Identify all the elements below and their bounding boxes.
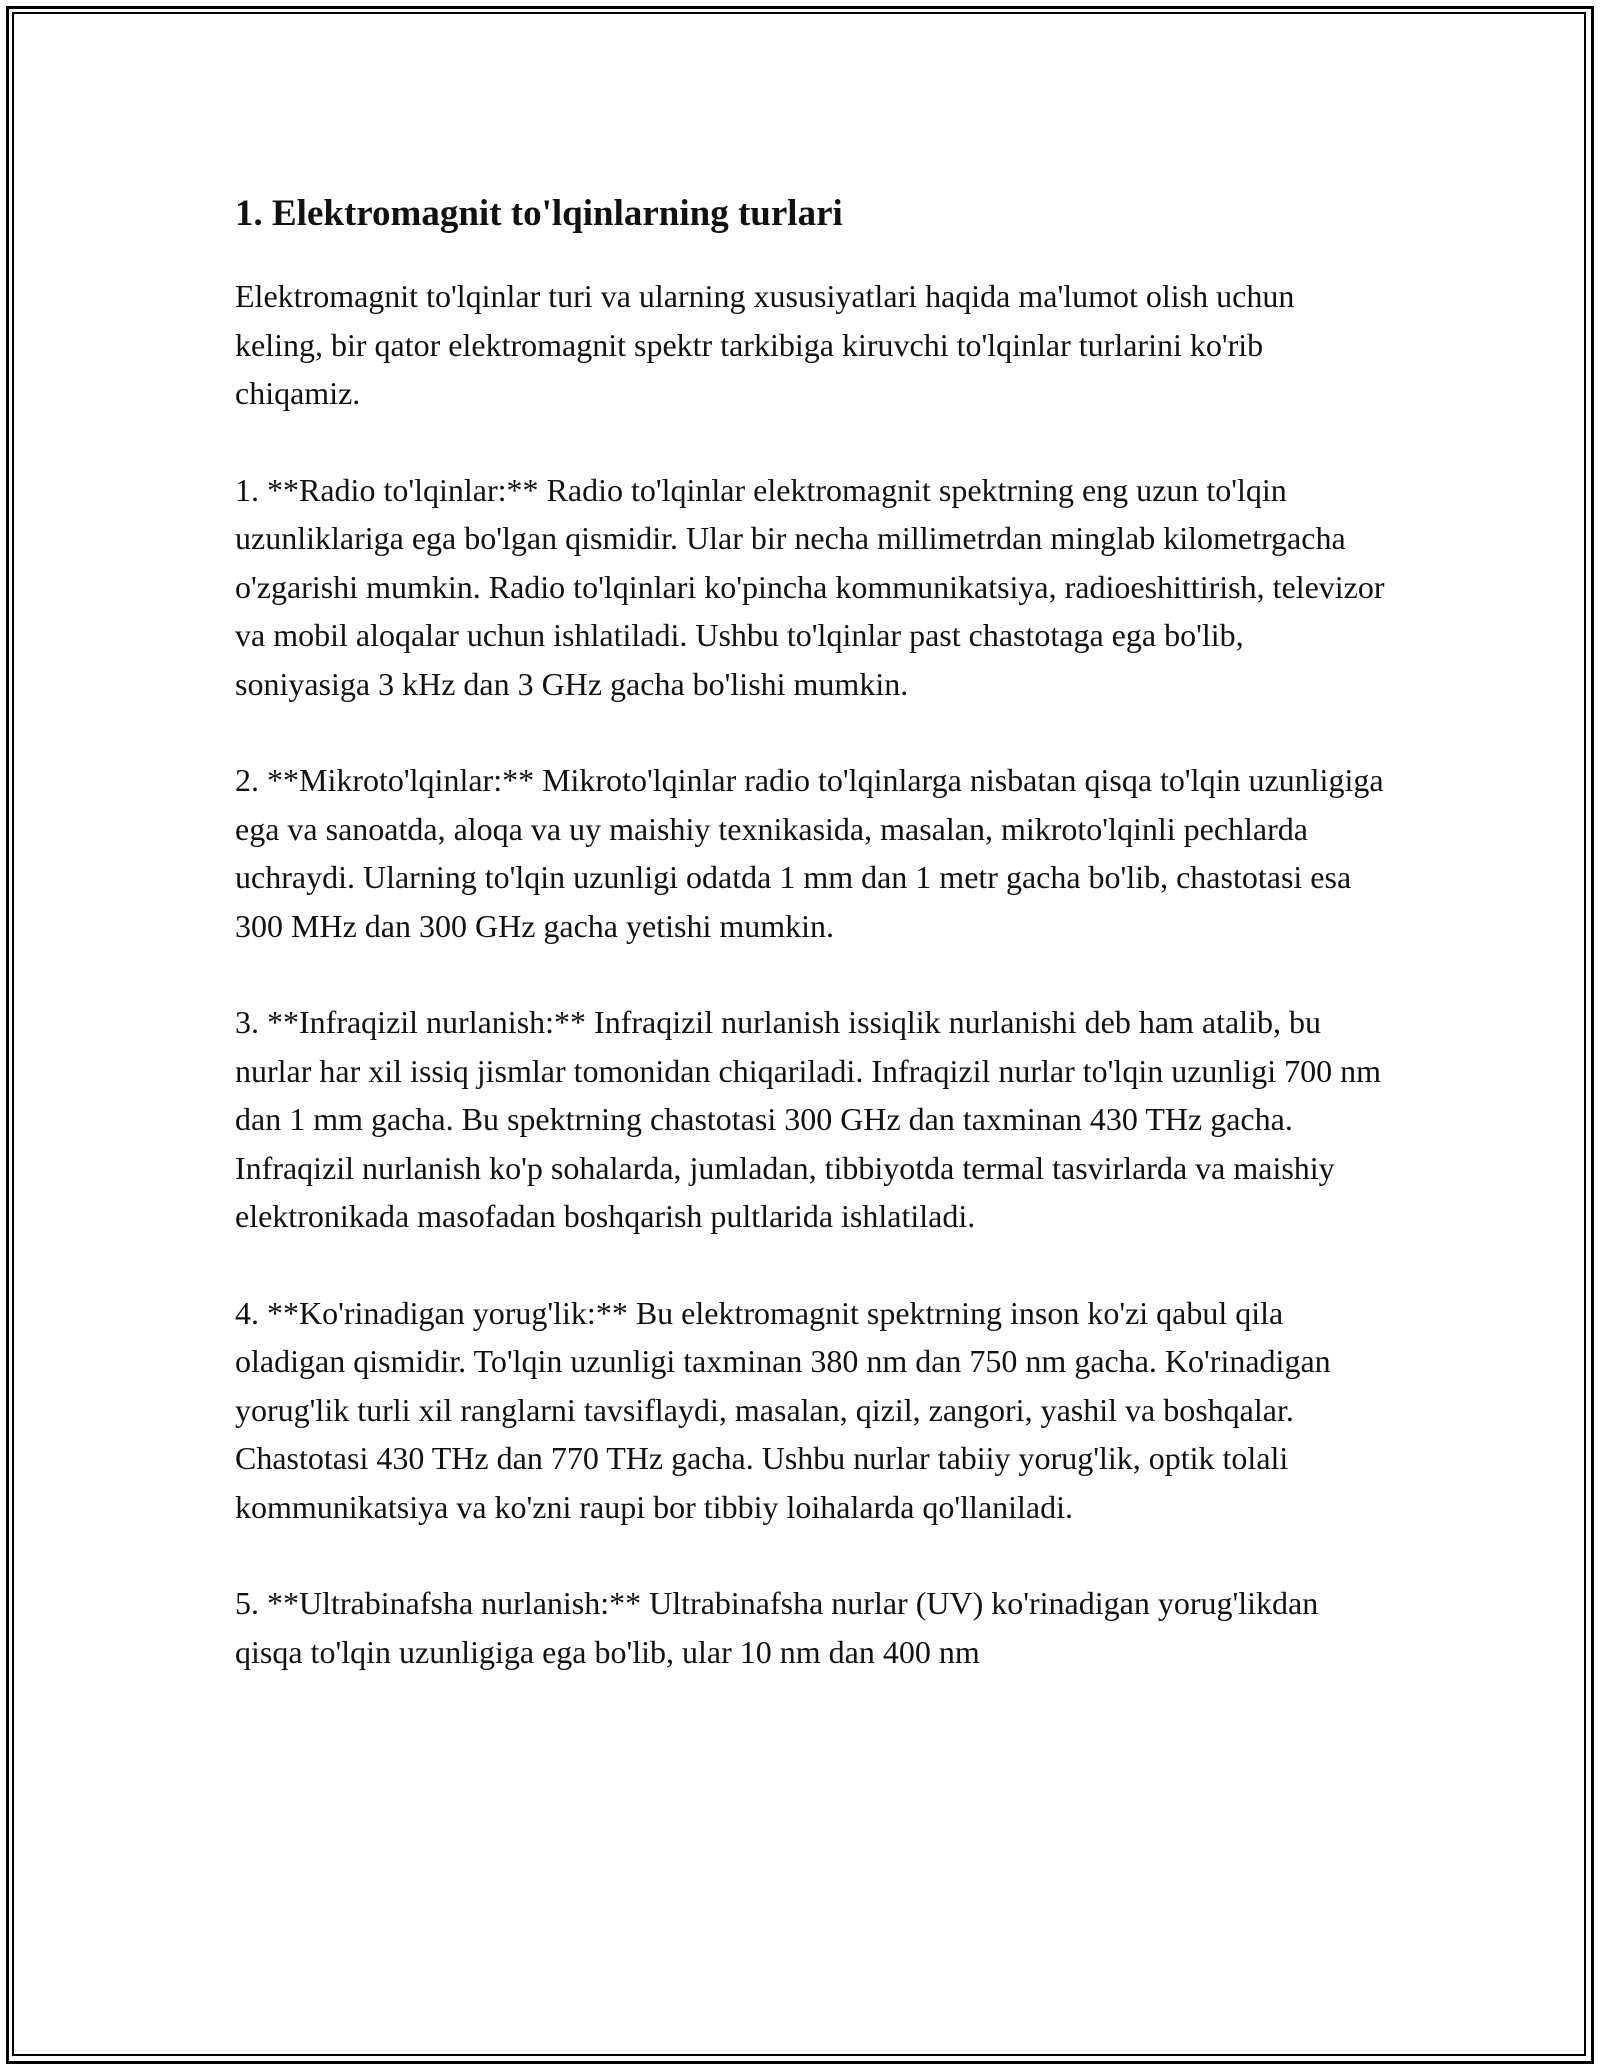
intro-paragraph: Elektromagnit to'lqinlar turi va ularning xususiyatlari haqida ma'lumot olish uchun keling, bir qator elektromagnit spektr tarkibiga kiruvchi to'lqinlar turlarini ko'rib chiqamiz.: [235, 278, 1295, 411]
page-title: 1. Elektromagnit to'lqinlarning turlari: [235, 193, 843, 234]
paragraph-microwaves: 2. **Mikroto'lqinlar:** Mikroto'lqinlar radio to'lqinlarga nisbatan qisqa to'lqin uzunligiga ega va sanoatda, aloqa va uy maishiy texnikasida, masalan, mikroto'lqinli pechlarda uchraydi. Ularning to'lqin uzunligi odatda 1 mm dan 1 metr gacha bo'lib, chastotasi esa 300 MHz dan 300 GHz gacha yetishi mumkin.: [235, 762, 1384, 944]
paragraph-visible-light: 4. **Ko'rinadigan yorug'lik:** Bu elektromagnit spektrning inson ko'zi qabul qila oladigan qismidir. To'lqin uzunligi taxminan 380 nm dan 750 nm gacha. Ko'rinadigan yorug'lik turli xil ranglarni tavsiflaydi, masalan, qizil, zangori, yashil va boshqalar. Chastotasi 430 THz dan 770 THz gacha. Ushbu nurlar tabiiy yorug'lik, optik tolali kommunikatsiya va ko'zni raupi bor tibbiy loihalarda qo'llaniladi.: [235, 1294, 1331, 1525]
paragraph-ultraviolet: 5. **Ultrabinafsha nurlanish:** Ultrabinafsha nurlar (UV) ko'rinadigan yorug'likdan qisqa to'lqin uzunligiga ega bo'lib, ular 10 nm dan 400 nm: [235, 1585, 1319, 1670]
paragraph-infrared: 3. **Infraqizil nurlanish:** Infraqizil nurlanish issiqlik nurlanishi deb ham atalib, bu nurlar har xil issiq jismlar tomonidan chiqariladi. Infraqizil nurlar to'lqin uzunligi 700 nm dan 1 mm gacha. Bu spektrning chastotasi 300 GHz dan taxminan 430 THz gacha. Infraqizil nurlanish ko'p sohalarda, jumladan, tibbiyotda termal tasvirlarda va maishiy elektronikada masofadan boshqarish pultlarida ishlatiladi.: [235, 1004, 1381, 1234]
paragraph-radio-waves: 1. **Radio to'lqinlar:** Radio to'lqinlar elektromagnit spektrning eng uzun to'lqin uzunliklariga ega bo'lgan qismidir. Ular bir necha millimetrdan minglab kilometrgacha o'zgarishi mumkin. Radio to'lqinlari ko'pincha kommunikatsiya, radioeshittirish, televizor va mobil aloqalar uchun ishlatiladi. Ushbu to'lqinlar past chastotaga ega bo'lib, soniyasiga 3 kHz dan 3 GHz gacha bo'lishi mumkin.: [235, 471, 1385, 702]
document-body: [235, 186, 1385, 1724]
